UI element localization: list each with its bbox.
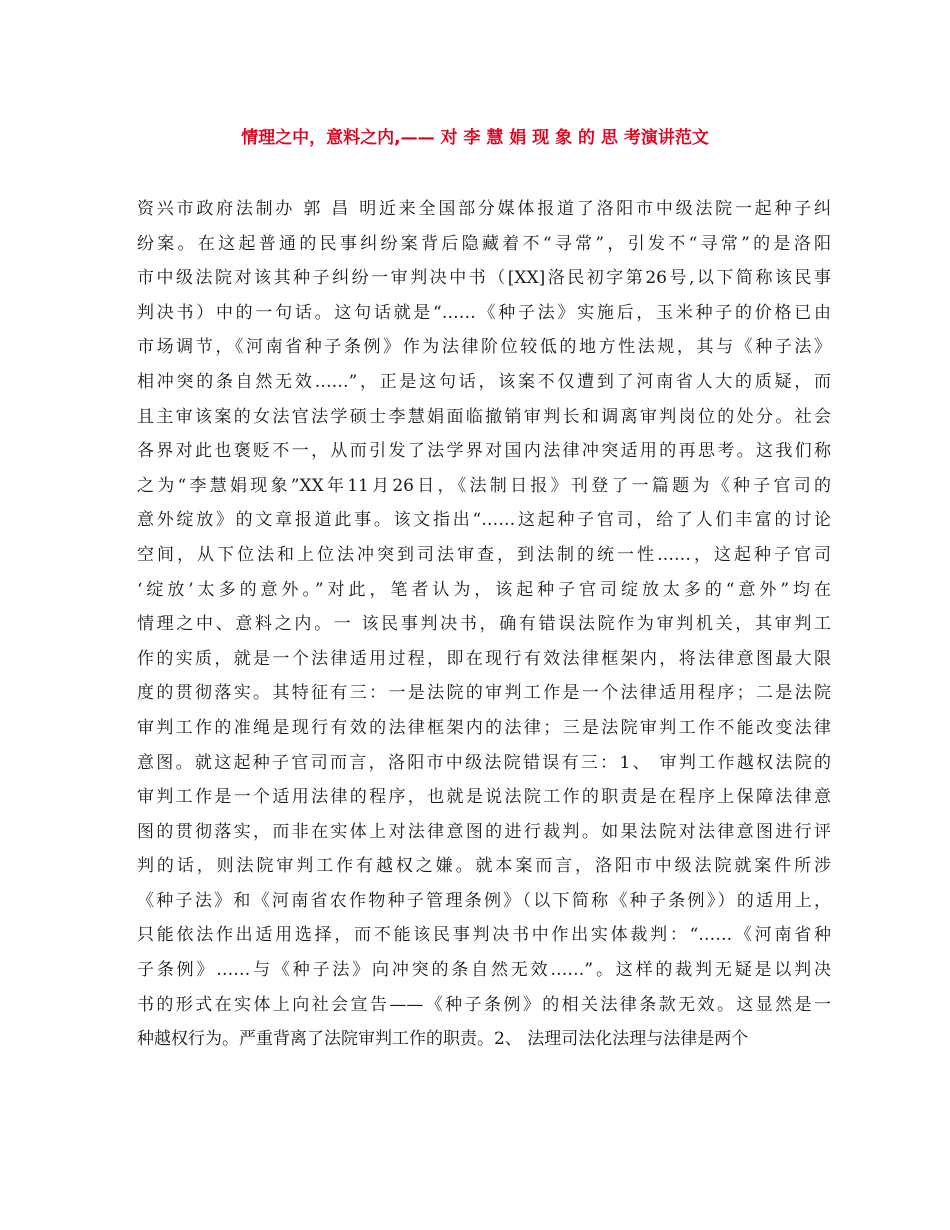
- body-line: 判决书）中的一句话。这句话就是“……《种子法》实施后，玉米种子的价格已由: [137, 302, 831, 323]
- body-line: 之为“李慧娟现象”XX年11月26日，《法制日报》刊登了一篇题为《种子官司的: [137, 475, 831, 496]
- body-line: 市场调节，《河南省种子条例》作为法律阶位较低的地方性法规，其与《种子法》: [137, 337, 831, 358]
- body-line: 纷案。在这起普通的民事纠纷案背后隐藏着不“寻常”，引发不“寻常”的是洛阳: [137, 233, 831, 254]
- body-line: 《种子法》和《河南省农作物种子管理条例》（以下简称《种子条例》）的适用上，: [137, 890, 831, 911]
- body-line: ‘绽放’太多的意外。”对此，笔者认为，该起种子官司绽放太多的“意外”均在: [137, 579, 831, 600]
- body-line: 度的贯彻落实。其特征有三：一是法院的审判工作是一个法律适用程序；二是法院: [137, 683, 831, 704]
- body-line: 情理之中、意料之内。一 该民事判决书，确有错误法院作为审判机关，其审判工: [137, 614, 831, 635]
- body-line: 判的话，则法院审判工作有越权之嫌。就本案而言，洛阳市中级法院就案件所涉: [137, 856, 831, 877]
- body-line: 相冲突的条自然无效……”，正是这句话，该案不仅遭到了河南省人大的质疑，而: [137, 371, 831, 392]
- body-line: 各界对此也褒贬不一，从而引发了法学界对国内法律冲突适用的再思考。这我们称: [137, 441, 831, 462]
- body-line: 子条例》……与《种子法》向冲突的条自然无效……”。这样的裁判无疑是以判决: [137, 960, 831, 981]
- body-line: 图的贯彻落实，而非在实体上对法律意图的进行裁判。如果法院对法律意图进行评: [137, 821, 831, 842]
- body-line: 只能依法作出适用选择，而不能该民事判决书中作出实体裁判：“……《河南省种: [137, 925, 831, 946]
- body-line: 审判工作的准绳是现行有效的法律框架内的法律；三是法院审判工作不能改变法律: [137, 717, 831, 738]
- document-title: 情理之中，意料之内,—— 对 李 慧 娟 现 象 的 思 考演讲范文: [241, 128, 709, 148]
- body-line: 书的形式在实体上向社会宣告——《种子条例》的相关法律条款无效。这显然是一: [137, 994, 831, 1015]
- body-line: 种越权行为。严重背离了法院审判工作的职责。2、 法理司法化法理与法律是两个: [137, 1029, 749, 1050]
- body-line: 作的实质，就是一个法律适用过程，即在现行有效法律框架内，将法律意图最大限: [137, 648, 831, 669]
- body-line: 意外绽放》的文章报道此事。该文指出“……这起种子官司，给了人们丰富的讨论: [137, 510, 831, 531]
- body-line: 资兴市政府法制办 郭 昌 明近来全国部分媒体报道了洛阳市中级法院一起种子纠: [137, 199, 831, 219]
- body-line: 审判工作是一个适用法律的程序，也就是说法院工作的职责是在程序上保障法律意: [137, 787, 831, 808]
- body-line: 且主审该案的女法官法学硕士李慧娟面临撤销审判长和调离审判岗位的处分。社会: [137, 406, 831, 427]
- document-body: [137, 192, 831, 1057]
- body-line: 空间，从下位法和上位法冲突到司法审查，到法制的统一性……，这起种子官司: [137, 544, 831, 565]
- body-line: 市中级法院对该其种子纠纷一审判决中书（[XX]洛民初字第26号,以下简称该民事: [137, 268, 831, 289]
- body-line: 意图。就这起种子官司而言，洛阳市中级法院错误有三：1、 审判工作越权法院的: [137, 752, 831, 773]
